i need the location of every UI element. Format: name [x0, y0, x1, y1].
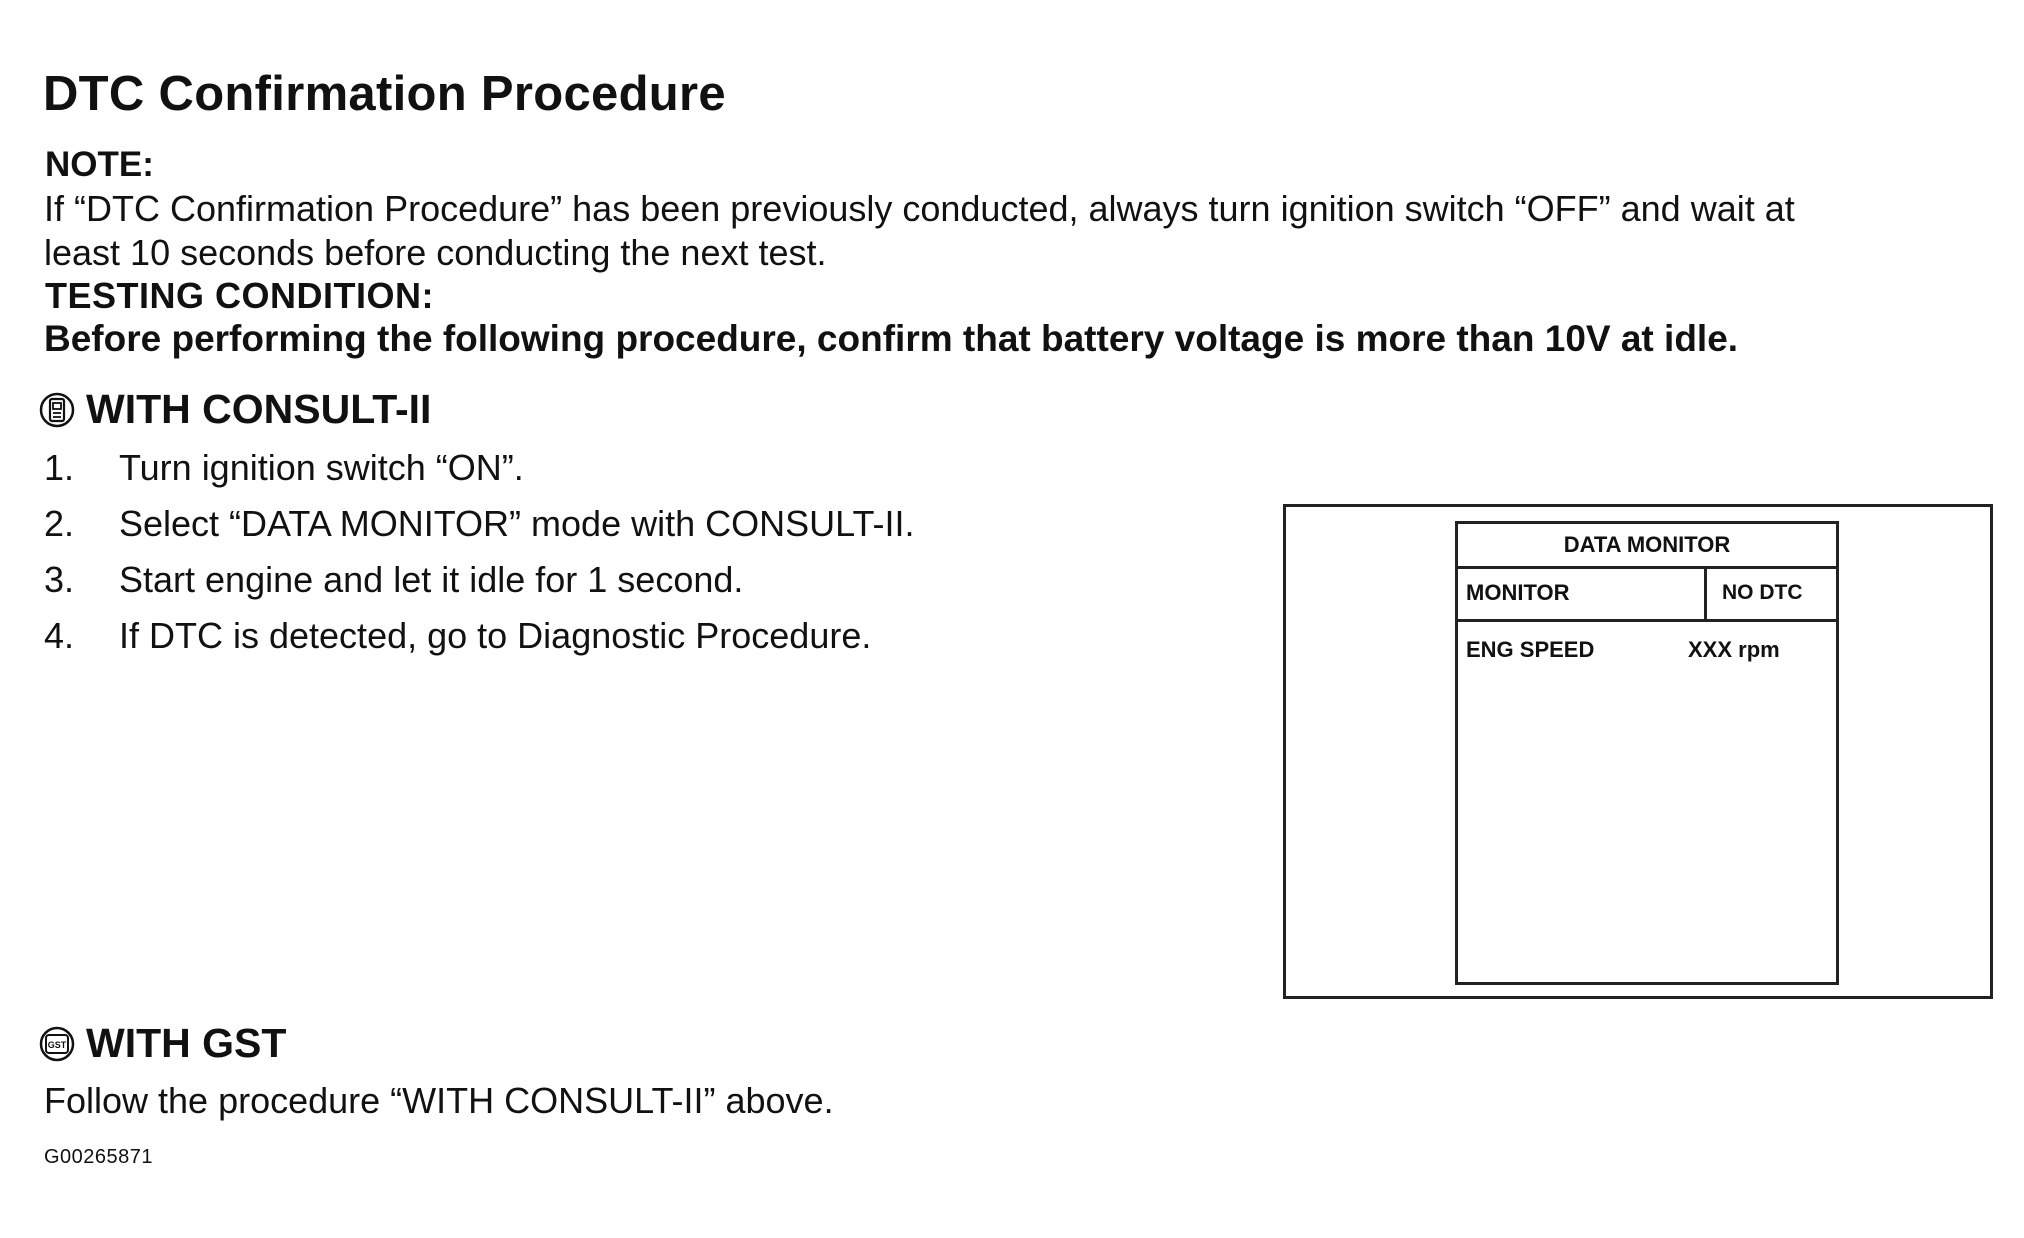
gst-tool-icon — [38, 1025, 76, 1063]
consult-heading-label: WITH CONSULT-II — [86, 386, 432, 432]
screen-title: DATA MONITOR — [1458, 524, 1836, 569]
step-text: If DTC is detected, go to Diagnostic Procedure. — [119, 615, 872, 656]
step-number: 1. — [44, 447, 75, 488]
monitor-item-value: XXX rpm — [1688, 637, 1780, 662]
consult-steps-list — [44, 440, 914, 664]
list-item — [44, 440, 914, 496]
note-text-line-2: least 10 seconds before conducting the next test. — [44, 232, 827, 273]
note-label: NOTE: — [45, 145, 154, 184]
page-title: DTC Confirmation Procedure — [43, 67, 726, 121]
testing-condition-text: Before performing the following procedure, confirm that battery voltage is more than 10V at idle. — [44, 318, 1739, 359]
column-divider — [1704, 566, 1707, 619]
gst-badge-text: GST — [47, 1039, 67, 1050]
step-number: 4. — [44, 615, 75, 656]
list-item — [44, 496, 914, 552]
testing-condition-label: TESTING CONDITION: — [45, 275, 434, 316]
monitor-column-label: MONITOR — [1466, 580, 1570, 605]
note-text-line-1: If “DTC Confirmation Procedure” has been previously conducted, always turn ignition switch “OFF” and wait at — [44, 188, 1795, 229]
reference-code: G00265871 — [44, 1146, 154, 1168]
step-text: Select “DATA MONITOR” mode with CONSULT-II. — [119, 503, 915, 544]
gst-instruction-text: Follow the procedure “WITH CONSULT-II” above. — [44, 1080, 834, 1121]
consult-tool-icon — [38, 391, 76, 429]
monitor-item-name: ENG SPEED — [1466, 637, 1595, 662]
data-monitor-screen — [1455, 521, 1839, 985]
consult-heading — [38, 386, 431, 433]
gst-heading — [38, 1020, 286, 1067]
step-number: 2. — [44, 503, 75, 544]
step-text: Start engine and let it idle for 1 second. — [119, 559, 744, 600]
step-text: Turn ignition switch “ON”. — [119, 447, 524, 488]
gst-heading-label: WITH GST — [86, 1020, 287, 1066]
step-number: 3. — [44, 559, 75, 600]
screen-header-row — [1458, 566, 1836, 622]
list-item — [44, 608, 914, 664]
status-column-label: NO DTC — [1722, 581, 1803, 604]
list-item — [44, 552, 914, 608]
